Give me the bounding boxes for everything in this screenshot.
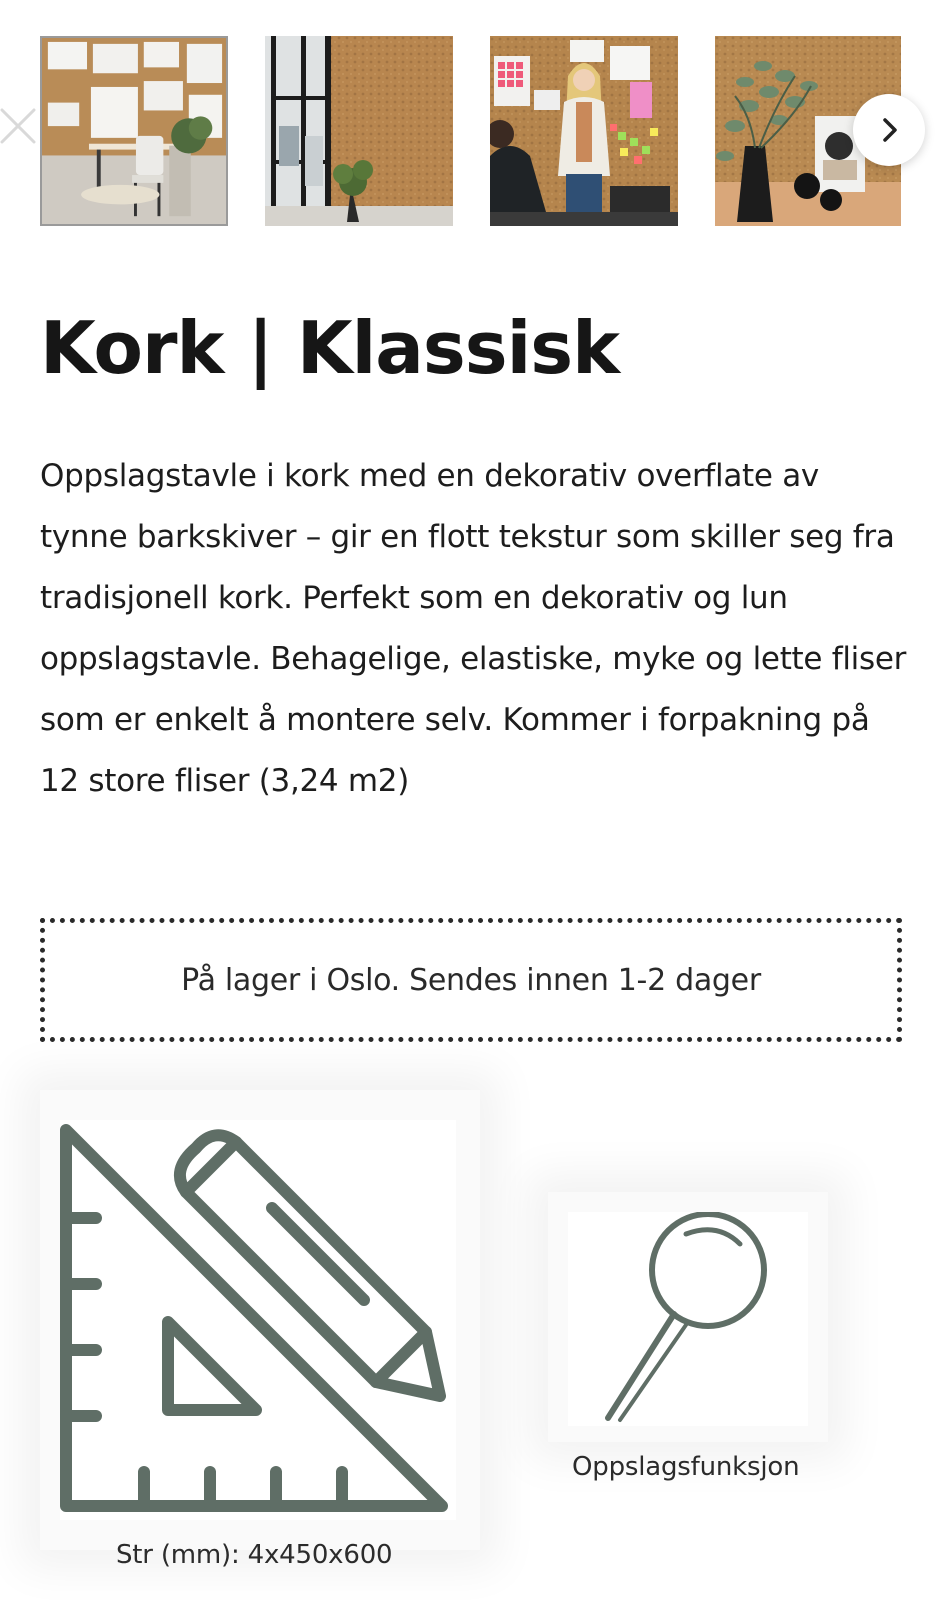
stock-status-box: [40, 918, 902, 1042]
gallery-thumbnail-1[interactable]: [40, 36, 228, 226]
gallery-next-button[interactable]: [853, 94, 925, 166]
hallway-image: [265, 36, 453, 226]
product-title: Kork | Klassisk: [40, 306, 619, 390]
gallery-thumbnail-2[interactable]: [265, 36, 453, 226]
ruler-pencil-icon: [60, 1120, 456, 1520]
gallery-thumbnail-3[interactable]: [490, 36, 678, 226]
product-description: Oppslagstavle i kork med en dekorativ overflate av tynne barkskiver – gir en flott tekstur som skiller seg fra tradisjonell kork. Perfekt som en dekorativ og lun oppslagstavle. Behagelige, elastiske, myke og lette fliser som er enkelt å montere selv. Kommer i forpakning på 12 store fliser (3,24 m2): [40, 458, 907, 799]
feature-pin-label: Oppslagsfunksjon: [572, 1452, 800, 1482]
close-icon: [0, 104, 42, 148]
office-image: [42, 38, 226, 224]
image-gallery: [0, 0, 936, 250]
stock-status-text: På lager i Oslo. Sendes innen 1-2 dager: [181, 962, 761, 998]
close-button[interactable]: [0, 104, 42, 148]
feature-size-label: Str (mm): 4x450x600: [116, 1540, 393, 1570]
pushpin-icon: [568, 1212, 808, 1426]
presenter-image: [490, 36, 678, 226]
feature-pin: [568, 1212, 808, 1426]
feature-size: [60, 1120, 456, 1520]
chevron-right-icon: [876, 116, 904, 144]
